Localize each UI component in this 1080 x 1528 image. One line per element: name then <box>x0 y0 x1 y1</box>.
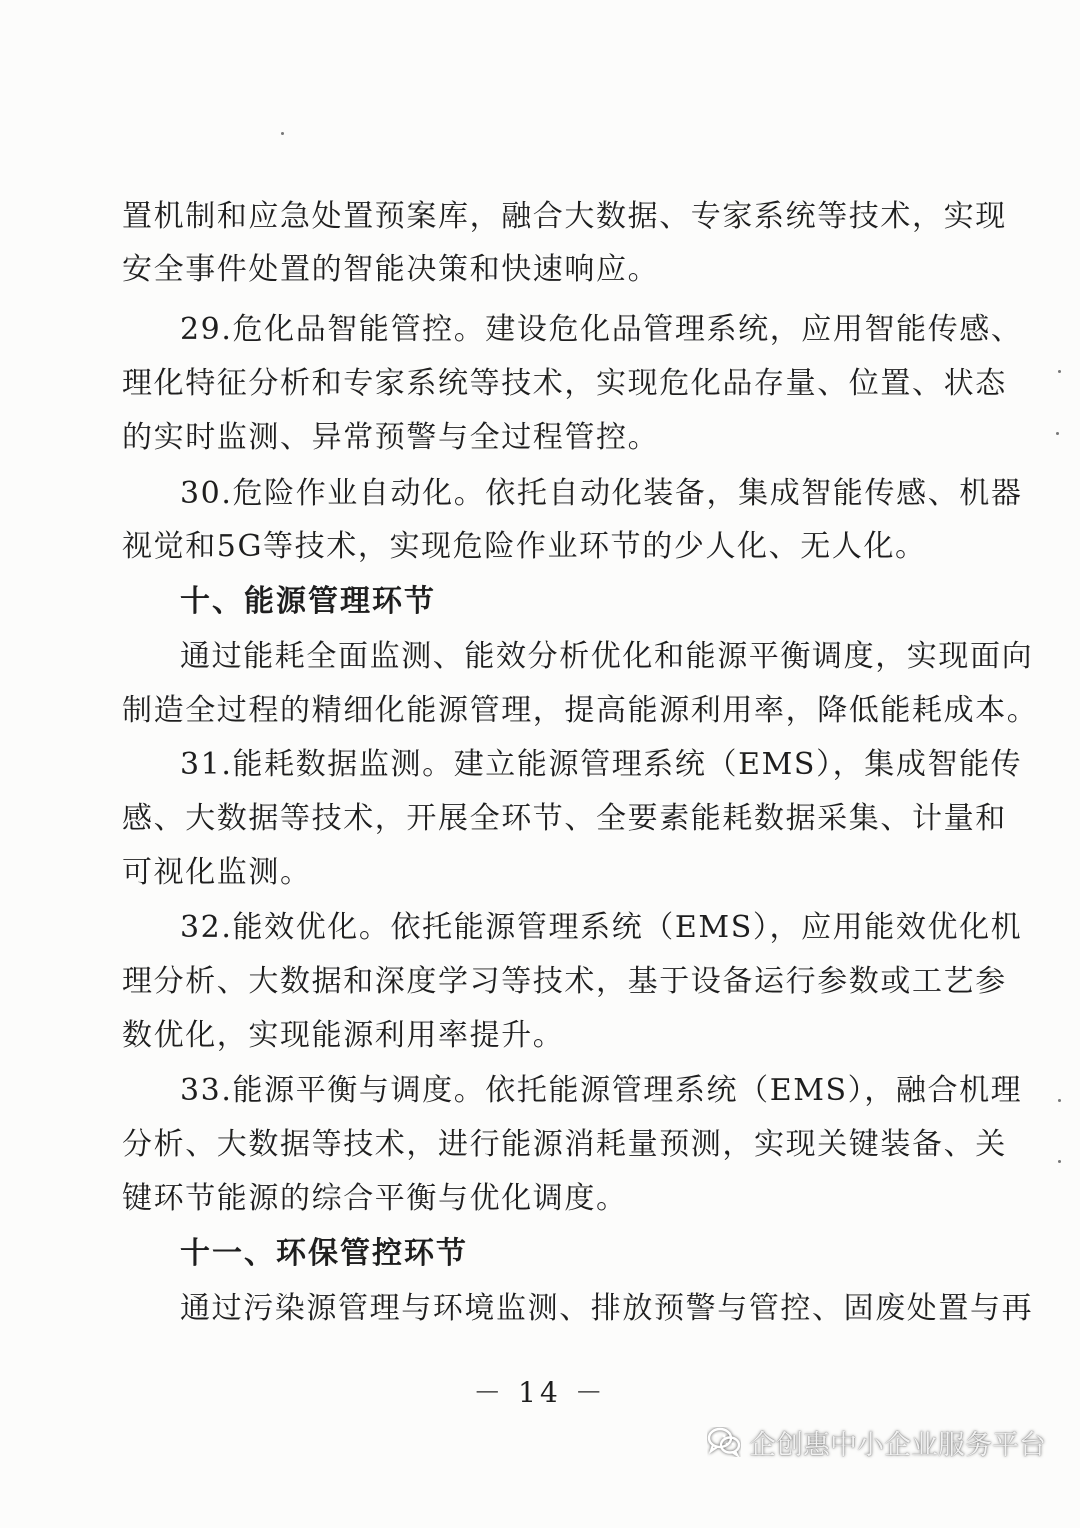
body-text-line: 通过污染源管理与环境监测、排放预警与管控、固废处置与再 <box>180 1291 1034 1326</box>
body-text-line: 29.危化品智能管控。建设危化品管理系统，应用智能传感、 <box>180 312 1023 347</box>
body-text-line: 理化特征分析和专家系统等技术，实现危化品存量、位置、状态 <box>122 366 1007 401</box>
wechat-icon <box>707 1427 741 1457</box>
body-text-line: 制造全过程的精细化能源管理，提高能源利用率，降低能耗成本。 <box>122 693 1039 728</box>
body-text-line: 视觉和5G等技术，实现危险作业环节的少人化、无人化。 <box>122 529 927 564</box>
body-text-line: 键环节能源的综合平衡与优化调度。 <box>122 1181 628 1216</box>
body-text-line: 感、大数据等技术，开展全环节、全要素能耗数据采集、计量和 <box>122 801 1007 836</box>
body-text-line: 32.能效优化。依托能源管理系统（EMS），应用能效优化机 <box>180 910 1023 945</box>
scan-speck <box>1058 1160 1061 1163</box>
scan-speck <box>1056 432 1059 435</box>
scan-speck <box>281 132 284 135</box>
scan-speck <box>1058 370 1061 373</box>
body-text-line: 通过能耗全面监测、能效分析优化和能源平衡调度，实现面向 <box>180 639 1034 674</box>
body-text-line: 安全事件处置的智能决策和快速响应。 <box>122 252 660 287</box>
body-text-line: 的实时监测、异常预警与全过程管控。 <box>122 420 660 455</box>
body-text-line: 置机制和应急处置预案库，融合大数据、专家系统等技术，实现 <box>122 199 1007 234</box>
section-heading: 十、能源管理环节 <box>180 584 436 619</box>
body-text-line: 分析、大数据等技术，进行能源消耗量预测，实现关键装备、关 <box>122 1127 1007 1162</box>
body-text-line: 31.能耗数据监测。建立能源管理系统（EMS），集成智能传 <box>180 747 1023 782</box>
scan-speck <box>1058 1099 1061 1102</box>
body-text-line: 33.能源平衡与调度。依托能源管理系统（EMS），融合机理 <box>180 1073 1023 1108</box>
body-text-line: 数优化，实现能源利用率提升。 <box>122 1018 565 1053</box>
watermark-text: 企创惠中小企业服务平台 <box>749 1429 1046 1461</box>
section-heading: 十一、环保管控环节 <box>180 1236 468 1271</box>
page-number: － 14 － <box>473 1376 607 1409</box>
body-text-line: 可视化监测。 <box>122 855 312 890</box>
body-text-line: 理分析、大数据和深度学习等技术，基于设备运行参数或工艺参 <box>122 964 1007 999</box>
watermark <box>707 1420 1046 1464</box>
body-text-line: 30.危险作业自动化。依托自动化装备，集成智能传感、机器 <box>180 476 1023 511</box>
